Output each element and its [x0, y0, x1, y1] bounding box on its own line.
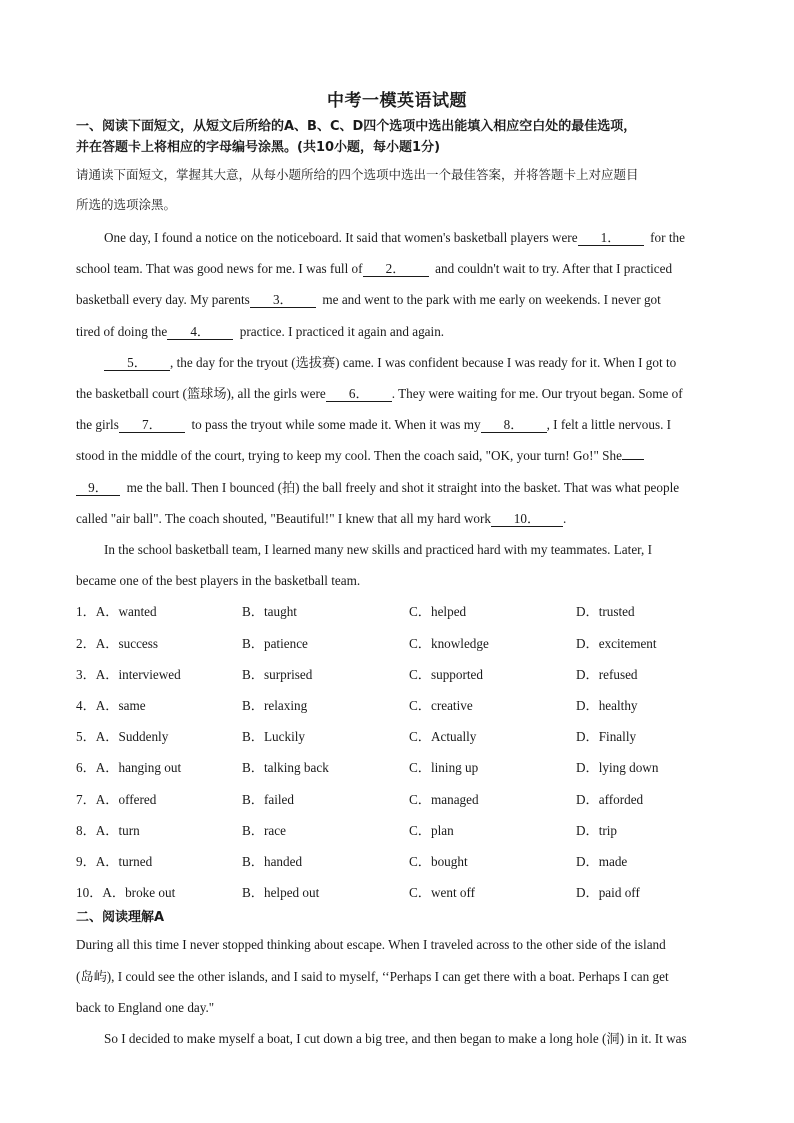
- question-options-4: [76, 697, 766, 715]
- option-b: B．relaxing: [242, 698, 308, 713]
- option-d: D．lying down: [576, 760, 659, 775]
- blank-1: 1．: [578, 230, 644, 246]
- passage-line: 9． me the ball. Then I bounced (拍) the ball freely and shot it straight into the basket. That was what people: [76, 479, 766, 497]
- option-b: B．surprised: [242, 667, 313, 682]
- passage-line: stood in the middle of the court, trying to keep my cool. Then the coach said, "OK, your turn! Go!" She: [76, 447, 766, 465]
- option-c: C．lining up: [409, 760, 479, 775]
- passage-line: During all this time I never stopped thinking about escape. When I traveled across to the other side of the island: [76, 937, 666, 952]
- option-b: B．talking back: [242, 760, 329, 775]
- option-a: 6．A．hanging out: [76, 760, 182, 775]
- section1-heading-line1: 一、阅读下面短文，从短文后所给的A、B、C、D四个选项中选出能填入相应空白处的最佳选项，: [76, 119, 637, 134]
- option-c: C．creative: [409, 698, 473, 713]
- option-c: C．went off: [409, 885, 476, 900]
- option-d: D．trusted: [576, 604, 635, 619]
- question-options-3: [76, 666, 766, 684]
- blank-8: 8．: [481, 417, 547, 433]
- option-d: D．refused: [576, 667, 638, 682]
- option-a: 1．A．wanted: [76, 604, 157, 619]
- passage-line: the basketball court (篮球场), all the girls were 6． . They were waiting for me. Our tryout began. Some of: [76, 386, 683, 401]
- passage-line: back to England one day.": [76, 1000, 215, 1015]
- passage-line: became one of the best players in the basketball team.: [76, 573, 361, 588]
- passage-line: So I decided to make myself a boat, I cut down a big tree, and then began to make a long hole (洞) in it. It was: [104, 1031, 687, 1046]
- passage-line: school team. That was good news for me. I was full of 2． and couldn't wait to try. After that I practiced: [76, 261, 673, 276]
- instruction-line2: 所选的选项涂黑。: [76, 197, 177, 212]
- option-b: B．handed: [242, 854, 303, 869]
- question-options-7: [76, 791, 766, 809]
- passage-line: basketball every day. My parents 3． me and went to the park with me early on weekends. I never got: [76, 292, 661, 307]
- option-c: C．knowledge: [409, 636, 489, 651]
- passage-line: tired of doing the 4． practice. I practiced it again and again.: [76, 324, 445, 339]
- option-b: B．taught: [242, 604, 297, 619]
- question-options-6: [76, 759, 766, 777]
- passage-line: In the school basketball team, I learned many new skills and practiced hard with my teammates. Later, I: [104, 542, 653, 557]
- blank-6: 6．: [326, 386, 392, 402]
- option-a: 5．A．Suddenly: [76, 729, 169, 744]
- passage-line: One day, I found a notice on the noticeboard. It said that women's basketball players were 1． for the: [104, 230, 685, 245]
- question-options-5: [76, 728, 766, 746]
- page-title: 中考一模英语试题: [327, 91, 467, 111]
- blank-10: 10．: [491, 511, 563, 527]
- question-options-8: [76, 822, 766, 840]
- option-a: 8．A．turn: [76, 823, 140, 838]
- option-a: 10．A．broke out: [76, 885, 176, 900]
- option-b: B．patience: [242, 636, 308, 651]
- option-a: 9．A．turned: [76, 854, 153, 869]
- option-d: D．excitement: [576, 636, 657, 651]
- blank-7: 7．: [119, 417, 185, 433]
- option-d: D．Finally: [576, 729, 637, 744]
- blank-4: 4．: [167, 324, 233, 340]
- passage-line: called "air ball". The coach shouted, "Beautiful!" I knew that all my hard work 10． .: [76, 511, 567, 526]
- question-options-2: [76, 635, 766, 653]
- question-options-10: [76, 884, 766, 902]
- option-a: 7．A．offered: [76, 792, 157, 807]
- option-a: 4．A．same: [76, 698, 146, 713]
- blank-9: 9．: [76, 480, 120, 496]
- option-a: 2．A．success: [76, 636, 159, 651]
- option-c: C．bought: [409, 854, 468, 869]
- blank-2: 2．: [363, 261, 429, 277]
- option-d: D．healthy: [576, 698, 638, 713]
- passage-line: (岛屿), I could see the other islands, and I said to myself, ‘‘Perhaps I can get there with a boat. Perhaps I can get: [76, 969, 669, 984]
- option-b: B．helped out: [242, 885, 320, 900]
- section2-heading: 二、阅读理解A: [76, 910, 165, 925]
- instruction-line1: 请通读下面短文，掌握其大意，从每小题所给的四个选项中选出一个最佳答案，并将答题卡上对应题目: [76, 167, 639, 182]
- option-c: C．managed: [409, 792, 479, 807]
- option-d: D．afforded: [576, 792, 644, 807]
- option-c: C．supported: [409, 667, 483, 682]
- blank-3: 3．: [250, 292, 316, 308]
- option-c: C．plan: [409, 823, 454, 838]
- option-d: D．made: [576, 854, 628, 869]
- option-c: C．helped: [409, 604, 467, 619]
- option-d: D．paid off: [576, 885, 640, 900]
- passage-line: 5． , the day for the tryout (选拔赛) came. I was confident because I was ready for it. When I got to: [104, 354, 766, 372]
- option-b: B．Luckily: [242, 729, 306, 744]
- question-options-9: [76, 853, 766, 871]
- option-a: 3．A．interviewed: [76, 667, 181, 682]
- question-options-1: [76, 603, 766, 621]
- passage-line: the girls 7． to pass the tryout while some made it. When it was my 8． , I felt a little nervous. I: [76, 417, 672, 432]
- option-c: C．Actually: [409, 729, 477, 744]
- blank-5: 5．: [104, 355, 170, 371]
- option-b: B．failed: [242, 792, 295, 807]
- option-b: B．race: [242, 823, 286, 838]
- option-d: D．trip: [576, 823, 618, 838]
- section1-heading-line2: 并在答题卡上将相应的字母编号涂黑。(共10小题，每小题1分): [76, 140, 441, 155]
